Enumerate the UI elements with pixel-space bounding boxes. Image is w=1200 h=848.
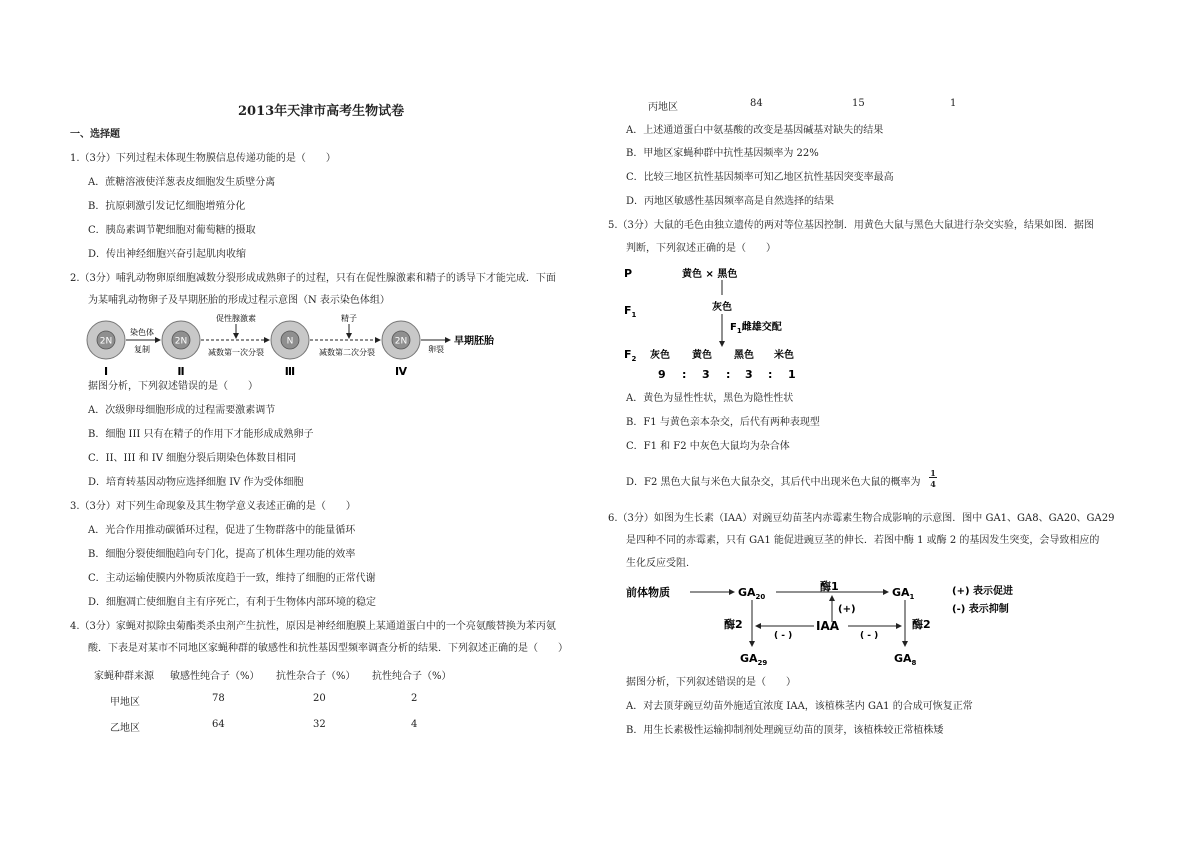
q4-table-cell: 4 [411,719,418,730]
q2-stem-line2: 为某哺乳动物卵子及早期胚胎的形成过程示意图（N 表示染色体组） [88,295,390,306]
q4-stem-line1: 4.（3分）家蝇对拟除虫菊酯类杀虫剂产生抗性，原因是神经细胞膜上某通道蛋白中的一个亮氨酸替换为苯丙氨 [70,621,556,632]
legend-promote: (+) 表示促进 [952,586,1014,597]
q4-stem-line2: 酸．下表是对某市不同地区家蝇种群的敏感性和抗性基因型频率调查分析的结果．下列叙述正确的是（ ） [88,643,568,654]
arrow4-bottom-label: 卵裂 [428,345,444,354]
q4-option-c: C．比较三地区抗性基因频率可知乙地区抗性基因突变率最高 [626,172,894,183]
q4-table-cell: 15 [852,98,865,109]
q4-table-cell: 32 [313,719,326,730]
q4-table-cell: 84 [750,98,763,109]
roman-4: Ⅳ [394,365,408,378]
f2-beige: 米色 [774,350,794,361]
q3-option-b: B．细胞分裂使细胞趋向专门化，提高了机体生理功能的效率 [88,549,356,560]
q6-stem-line3: 生化反应受阻． [626,558,696,569]
cell-1-label: 2N [99,336,113,347]
section-heading: 一、选择题 [70,129,120,140]
ratio-sep: : [726,368,731,381]
q6-option-a: A．对去顶芽豌豆幼苗外施适宜浓度 IAA，该植株茎内 GA1 的合成可恢复正常 [626,701,973,712]
p-label: P [624,267,633,280]
ratio-9: 9 [658,368,666,381]
q4-table-cell: 78 [212,693,225,704]
q6-after: 据图分析，下列叙述错误的是（ ） [626,677,796,688]
q5-option-b: B．F1 与黄色亲本杂交，后代有两种表现型 [626,417,820,428]
q2-option-a: A．次级卵母细胞形成的过程需要激素调节 [88,405,276,416]
q1-option-d: D．传出神经细胞兴奋引起肌肉收缩 [88,249,247,260]
ratio-1: 1 [788,368,796,381]
f1-phenotype: 灰色 [712,302,732,313]
arrow3-bottom-label: 减数第二次分裂 [319,348,375,357]
q5-option-c: C．F1 和 F2 中灰色大鼠均为杂合体 [626,441,790,452]
q2-after: 据图分析，下列叙述错误的是（ ） [88,381,258,392]
cell-2-label: 2N [174,336,188,347]
page-title: 2013年天津市高考生物试卷 [238,104,405,119]
fraction-numerator: 1 [930,468,936,478]
early-embryo-label: 早期胚胎 [454,336,494,347]
enzyme1-label: 酶1 [820,580,839,593]
f2-gray: 灰色 [650,350,670,361]
q2-option-c: C．II、III 和 IV 细胞分裂后期染色体数目相同 [88,453,297,464]
q1-option-c: C．胰岛素调节靶细胞对葡萄糖的摄取 [88,225,256,236]
q4-option-a: A．上述通道蛋白中氨基酸的改变是基因碱基对缺失的结果 [626,125,884,136]
q5-cross-diagram [618,262,818,384]
f2-yellow: 黄色 [692,350,712,361]
cell-2 [162,321,200,359]
q5-stem-line1: 5.（3分）大鼠的毛色由独立遗传的两对等位基因控制．用黄色大鼠与黑色大鼠进行杂交实验，结果如图．据图 [608,220,1094,231]
q4-option-b: B．甲地区家蝇种群中抗性基因频率为 22% [626,148,819,159]
q6-stem-line1: 6.（3分）如图为生长素（IAA）对豌豆幼苗茎内赤霉素生物合成影响的示意图．图中 GA1、GA8、GA20、GA29 [608,513,1115,524]
ratio-sep: : [682,368,687,381]
roman-1: Ⅰ [103,365,109,378]
ga29-label: $GA_{29}$ [740,652,768,667]
q4-table-header: 抗性纯合子（%） [372,671,452,682]
ga20-label: $GA_{20}$ [738,586,766,601]
q4-table-cell: 丙地区 [648,102,678,113]
plus-label: (+) [838,604,856,615]
cell-1 [87,321,125,359]
fraction-denominator: 4 [930,479,936,489]
q3-option-c: C．主动运输使膜内外物质浓度趋于一致，维持了细胞的正常代谢 [88,573,376,584]
q3-stem: 3.（3分）对下列生命现象及其生物学意义表述正确的是（ ） [70,501,356,512]
q5-option-a: A．黄色为显性性状，黑色为隐性性状 [626,393,794,404]
ga1-label: $GA_1$ [892,586,915,601]
cell-3-label: N [286,336,294,347]
q1-stem: 1.（3分）下列过程未体现生物膜信息传递功能的是（ ） [70,153,336,164]
arrow1-bottom-label: 复制 [134,345,150,354]
arrow1-top-label: 染色体 [130,328,154,337]
q4-table-header: 抗性杂合子（%） [276,671,356,682]
q2-stem-line1: 2.（3分）哺乳动物卵原细胞减数分裂形成成熟卵子的过程，只有在促性腺激素和精子的诱导下才能完成．下面 [70,273,556,284]
q4-table-cell: 64 [212,719,225,730]
cell-3 [271,321,309,359]
minus-right-label: ( - ) [860,631,879,641]
q3-option-d: D．细胞凋亡使细胞自主有序死亡，有利于生物体内部环境的稳定 [88,597,377,608]
roman-2: Ⅱ [177,365,185,378]
q4-table-cell: 2 [411,693,418,704]
q4-table-cell: 1 [950,98,957,109]
q6-gibberellin-diagram [620,580,1040,668]
ratio-3a: 3 [702,368,710,381]
f2-black: 黑色 [734,350,754,361]
q6-stem-line2: 是四种不同的赤霉素，只有 GA1 能促进豌豆茎的伸长．若图中酶 1 或酶 2 的基因发生突变，会导致相应的 [626,535,1100,546]
q1-option-a: A．蔗糖溶液使洋葱表皮细胞发生质壁分离 [88,177,276,188]
f2-label: $F_2$ [624,348,637,363]
q5-stem-line2: 判断，下列叙述正确的是（ ） [626,243,776,254]
arrow2-top-label: 促性腺激素 [216,314,256,323]
legend-inhibit: (-) 表示抑制 [952,604,1009,615]
q4-table-header: 家蝇种群来源 [94,671,154,682]
q1-option-b: B．抗原刺激引发记忆细胞增殖分化 [88,201,246,212]
iaa-label: IAA [816,619,840,633]
arrow3-top-label: 精子 [341,314,357,323]
p-cross-label: 黄色 × 黑色 [682,269,738,280]
minus-left-label: ( - ) [774,631,793,641]
q4-table-cell: 乙地区 [110,723,140,734]
q2-oocyte-diagram [82,308,522,380]
q2-option-d: D．培育转基因动物应选择细胞 IV 作为受体细胞 [88,477,304,488]
enzyme2-right-label: 酶2 [912,618,931,631]
q5-option-d: D．F2 黑色大鼠与米色大鼠杂交，其后代中出现米色大鼠的概率为 [626,477,921,488]
cell-4-label: 2N [394,336,408,347]
ratio-sep: : [768,368,773,381]
q4-option-d: D．丙地区敏感性基因频率高是自然选择的结果 [626,196,835,207]
f1-mating-label: $F_1$雌雄交配 [730,322,782,335]
cell-4 [382,321,420,359]
precursor-label: 前体物质 [626,586,670,599]
q4-table-cell: 20 [313,693,326,704]
ga8-label: $GA_8$ [894,652,917,667]
enzyme2-left-label: 酶2 [724,618,743,631]
q3-option-a: A．光合作用推动碳循环过程，促进了生物群落中的能量循环 [88,525,356,536]
q4-table-header: 敏感性纯合子（%） [170,671,260,682]
ratio-3b: 3 [745,368,753,381]
q2-option-b: B．细胞 III 只有在精子的作用下才能形成成熟卵子 [88,429,314,440]
f1-label: $F_1$ [624,304,637,319]
roman-3: Ⅲ [284,365,296,378]
q4-table-cell: 甲地区 [110,697,140,708]
arrow2-bottom-label: 减数第一次分裂 [208,348,264,357]
q6-option-b: B．用生长素极性运输抑制剂处理豌豆幼苗的顶芽，该植株较正常植株矮 [626,725,944,736]
